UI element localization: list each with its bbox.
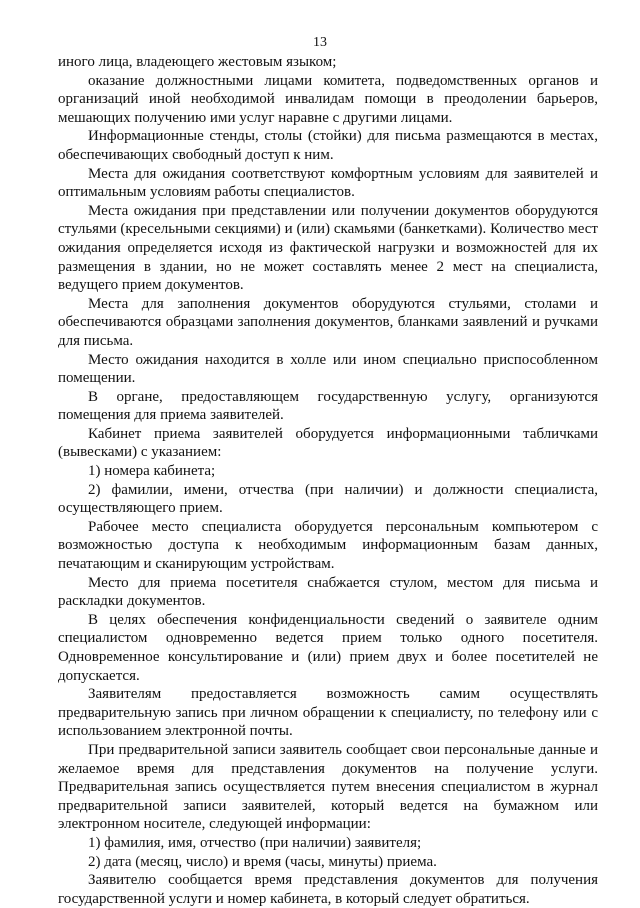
paragraph: Место для приема посетителя снабжается стулом, местом для письма и раскладки документов. bbox=[58, 574, 598, 610]
paragraph: Кабинет приема заявителей оборудуется информационными табличками (вывесками) с указанием: bbox=[58, 425, 598, 461]
list-item: 2) фамилии, имени, отчества (при наличии) и должности специалиста, осуществляющего прием. bbox=[58, 481, 598, 517]
paragraph: В целях обеспечения конфиденциальности сведений о заявителе одним специалистом одновременно ведется прием только одного посетителя. Одновременное консультирование и (или) прием двух и более посетителей не допускается. bbox=[58, 611, 598, 684]
list-item: 1) номера кабинета; bbox=[88, 463, 216, 480]
page-number: 13 bbox=[313, 35, 327, 50]
list-item: 1) фамилия, имя, отчество (при наличии) заявителя; bbox=[88, 834, 422, 851]
paragraph: Информационные стенды, столы (стойки) для письма размещаются в местах, обеспечивающих свободный доступ к ним. bbox=[58, 128, 598, 163]
document-body bbox=[58, 53, 598, 908]
paragraph: Место ожидания находится в холле или ином специально приспособленном помещении. bbox=[58, 351, 598, 387]
paragraph: оказание должностными лицами комитета, подведомственных органов и организаций иной необходимой инвалидам помощи в преодолении барьеров, мешающих получению ими услуг наравне с другими лицами. bbox=[58, 72, 598, 126]
paragraph: Места для ожидания соответствуют комфортным условиям для заявителей и оптимальным условиям работы специалистов. bbox=[58, 165, 598, 201]
paragraph-continuation: иного лица, владеющего жестовым языком; bbox=[58, 54, 337, 70]
paragraph: Заявителю сообщается время представления документов для получения государственной услуги и номер кабинета, в который следует обратиться. bbox=[58, 872, 598, 907]
paragraph: Заявителям предоставляется возможность самим осуществлять предварительную запись при личном обращении к специалисту, по телефону или с использованием электронной почты. bbox=[58, 686, 598, 740]
paragraph: В органе, предоставляющем государственную услугу, организуются помещения для приема заявителей. bbox=[58, 388, 598, 424]
list-item: 2) дата (месяц, число) и время (часы, минуты) приема. bbox=[88, 853, 437, 870]
paragraph: Места для заполнения документов оборудуются стульями, столами и обеспечиваются образцами заполнения документов, бланками заявлений и ручками для письма. bbox=[58, 295, 598, 349]
paragraph: Места ожидания при представлении или получении документов оборудуются стульями (кресельными секциями) и (или) скамьями (банкетками). Количество мест ожидания определяется исходя из фактической нагрузки и возможностей для их размещения в здании, но не может составлять менее 2 мест на специалиста, ведущего прием документов. bbox=[58, 202, 598, 294]
paragraph: Рабочее место специалиста оборудуется персональным компьютером с возможностью доступа к необходимым информационным базам данных, печатающим и сканирующим устройствам. bbox=[58, 518, 598, 573]
paragraph: При предварительной записи заявитель сообщает свои персональные данные и желаемое время для представления документов на получение услуги. Предварительная запись осуществляется путем внесения специалистом в журнал предварительной записи заявителей, который ведется на бумажном или электронном носителе, следующей информации: bbox=[58, 741, 598, 833]
